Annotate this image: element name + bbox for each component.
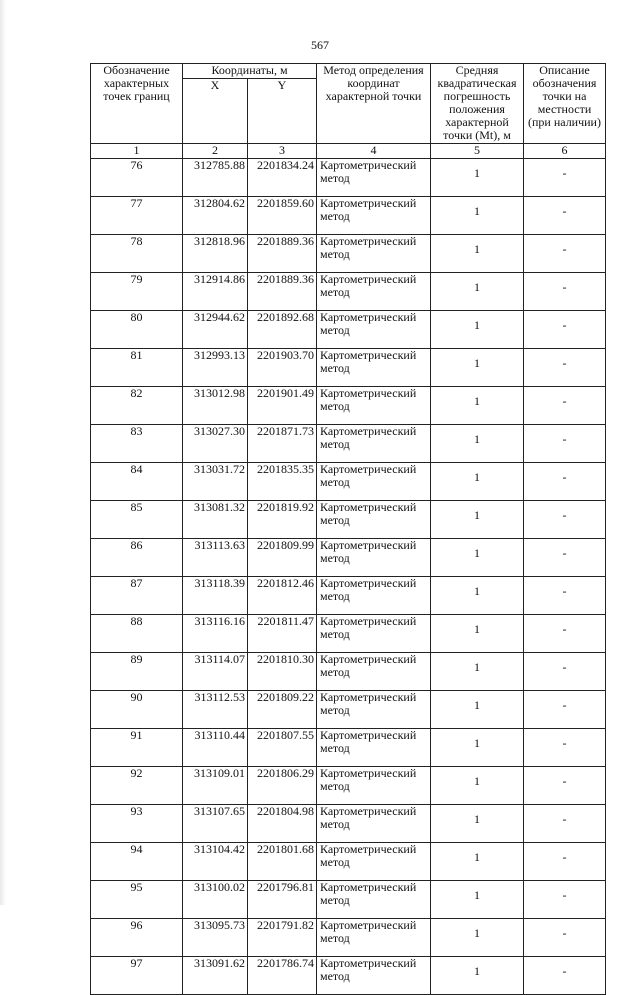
y-coordinate-cell: 2201903.70 bbox=[248, 349, 317, 387]
method-cell: Картометрический метод bbox=[317, 729, 431, 767]
point-number-cell: 80 bbox=[91, 311, 183, 349]
method-cell: Картометрический метод bbox=[317, 311, 431, 349]
header-x: X bbox=[183, 79, 248, 144]
y-coordinate-cell: 2201892.68 bbox=[248, 311, 317, 349]
point-number-cell: 89 bbox=[91, 653, 183, 691]
x-coordinate-cell: 312818.96 bbox=[183, 235, 248, 273]
scan-edge bbox=[0, 0, 6, 905]
y-coordinate-cell: 2201807.55 bbox=[248, 729, 317, 767]
table-row bbox=[91, 881, 606, 919]
point-number-cell: 79 bbox=[91, 273, 183, 311]
y-coordinate-cell: 2201809.22 bbox=[248, 691, 317, 729]
mean-square-error-cell: 1 bbox=[431, 881, 524, 919]
method-cell: Картометрический метод bbox=[317, 501, 431, 539]
description-cell: - bbox=[524, 463, 606, 501]
mean-square-error-cell: 1 bbox=[431, 691, 524, 729]
mean-square-error-cell: 1 bbox=[431, 767, 524, 805]
mean-square-error-cell: 1 bbox=[431, 653, 524, 691]
x-coordinate-cell: 313114.07 bbox=[183, 653, 248, 691]
method-cell: Картометрический метод bbox=[317, 653, 431, 691]
x-coordinate-cell: 313112.53 bbox=[183, 691, 248, 729]
mean-square-error-cell: 1 bbox=[431, 843, 524, 881]
description-cell: - bbox=[524, 349, 606, 387]
description-cell: - bbox=[524, 425, 606, 463]
description-cell: - bbox=[524, 957, 606, 995]
y-coordinate-cell: 2201835.35 bbox=[248, 463, 317, 501]
table-row bbox=[91, 615, 606, 653]
table-row bbox=[91, 539, 606, 577]
description-cell: - bbox=[524, 197, 606, 235]
mean-square-error-cell: 1 bbox=[431, 615, 524, 653]
description-cell: - bbox=[524, 691, 606, 729]
method-cell: Картометрический метод bbox=[317, 539, 431, 577]
mean-square-error-cell: 1 bbox=[431, 805, 524, 843]
header-y: Y bbox=[248, 79, 317, 144]
description-cell: - bbox=[524, 767, 606, 805]
y-coordinate-cell: 2201834.24 bbox=[248, 159, 317, 197]
x-coordinate-cell: 313118.39 bbox=[183, 577, 248, 615]
point-number-cell: 85 bbox=[91, 501, 183, 539]
point-number-cell: 87 bbox=[91, 577, 183, 615]
column-number: 2 bbox=[183, 144, 248, 159]
y-coordinate-cell: 2201801.68 bbox=[248, 843, 317, 881]
table-row bbox=[91, 197, 606, 235]
table-row bbox=[91, 501, 606, 539]
method-cell: Картометрический метод bbox=[317, 805, 431, 843]
column-number: 1 bbox=[91, 144, 183, 159]
x-coordinate-cell: 313081.32 bbox=[183, 501, 248, 539]
x-coordinate-cell: 313113.63 bbox=[183, 539, 248, 577]
x-coordinate-cell: 313027.30 bbox=[183, 425, 248, 463]
x-coordinate-cell: 313104.42 bbox=[183, 843, 248, 881]
method-cell: Картометрический метод bbox=[317, 881, 431, 919]
point-number-cell: 82 bbox=[91, 387, 183, 425]
x-coordinate-cell: 312944.62 bbox=[183, 311, 248, 349]
point-number-cell: 86 bbox=[91, 539, 183, 577]
x-coordinate-cell: 313116.16 bbox=[183, 615, 248, 653]
description-cell: - bbox=[524, 311, 606, 349]
description-cell: - bbox=[524, 805, 606, 843]
description-cell: - bbox=[524, 273, 606, 311]
column-number-row bbox=[91, 144, 606, 159]
y-coordinate-cell: 2201810.30 bbox=[248, 653, 317, 691]
point-number-cell: 92 bbox=[91, 767, 183, 805]
method-cell: Картометрический метод bbox=[317, 159, 431, 197]
method-cell: Картометрический метод bbox=[317, 615, 431, 653]
mean-square-error-cell: 1 bbox=[431, 273, 524, 311]
x-coordinate-cell: 313095.73 bbox=[183, 919, 248, 957]
mean-square-error-cell: 1 bbox=[431, 919, 524, 957]
table-row bbox=[91, 311, 606, 349]
table-row bbox=[91, 273, 606, 311]
table-row bbox=[91, 577, 606, 615]
method-cell: Картометрический метод bbox=[317, 197, 431, 235]
point-number-cell: 97 bbox=[91, 957, 183, 995]
y-coordinate-cell: 2201806.29 bbox=[248, 767, 317, 805]
x-coordinate-cell: 313100.02 bbox=[183, 881, 248, 919]
table-row bbox=[91, 653, 606, 691]
method-cell: Картометрический метод bbox=[317, 957, 431, 995]
mean-square-error-cell: 1 bbox=[431, 197, 524, 235]
table-row bbox=[91, 729, 606, 767]
mean-square-error-cell: 1 bbox=[431, 501, 524, 539]
point-number-cell: 90 bbox=[91, 691, 183, 729]
y-coordinate-cell: 2201859.60 bbox=[248, 197, 317, 235]
x-coordinate-cell: 312993.13 bbox=[183, 349, 248, 387]
point-number-cell: 76 bbox=[91, 159, 183, 197]
y-coordinate-cell: 2201889.36 bbox=[248, 273, 317, 311]
description-cell: - bbox=[524, 501, 606, 539]
table-row bbox=[91, 387, 606, 425]
method-cell: Картометрический метод bbox=[317, 919, 431, 957]
description-cell: - bbox=[524, 539, 606, 577]
column-number: 4 bbox=[317, 144, 431, 159]
method-cell: Картометрический метод bbox=[317, 349, 431, 387]
x-coordinate-cell: 313110.44 bbox=[183, 729, 248, 767]
method-cell: Картометрический метод bbox=[317, 273, 431, 311]
point-number-cell: 77 bbox=[91, 197, 183, 235]
method-cell: Картометрический метод bbox=[317, 235, 431, 273]
description-cell: - bbox=[524, 919, 606, 957]
mean-square-error-cell: 1 bbox=[431, 159, 524, 197]
header-method: Метод определения координат характерной точки bbox=[317, 64, 431, 144]
mean-square-error-cell: 1 bbox=[431, 539, 524, 577]
point-number-cell: 91 bbox=[91, 729, 183, 767]
point-number-cell: 84 bbox=[91, 463, 183, 501]
x-coordinate-cell: 313109.01 bbox=[183, 767, 248, 805]
table-body bbox=[91, 159, 606, 995]
method-cell: Картометрический метод bbox=[317, 463, 431, 501]
mean-square-error-cell: 1 bbox=[431, 729, 524, 767]
y-coordinate-cell: 2201901.49 bbox=[248, 387, 317, 425]
boundary-points-table bbox=[90, 63, 606, 995]
y-coordinate-cell: 2201804.98 bbox=[248, 805, 317, 843]
description-cell: - bbox=[524, 159, 606, 197]
description-cell: - bbox=[524, 615, 606, 653]
method-cell: Картометрический метод bbox=[317, 691, 431, 729]
y-coordinate-cell: 2201819.92 bbox=[248, 501, 317, 539]
method-cell: Картометрический метод bbox=[317, 577, 431, 615]
point-number-cell: 78 bbox=[91, 235, 183, 273]
y-coordinate-cell: 2201809.99 bbox=[248, 539, 317, 577]
table-row bbox=[91, 805, 606, 843]
point-number-cell: 88 bbox=[91, 615, 183, 653]
y-coordinate-cell: 2201811.47 bbox=[248, 615, 317, 653]
page-number: 567 bbox=[311, 38, 329, 52]
point-number-cell: 95 bbox=[91, 881, 183, 919]
method-cell: Картометрический метод bbox=[317, 387, 431, 425]
method-cell: Картометрический метод bbox=[317, 425, 431, 463]
table-row bbox=[91, 767, 606, 805]
x-coordinate-cell: 313031.72 bbox=[183, 463, 248, 501]
description-cell: - bbox=[524, 843, 606, 881]
description-cell: - bbox=[524, 235, 606, 273]
table-row bbox=[91, 235, 606, 273]
mean-square-error-cell: 1 bbox=[431, 463, 524, 501]
description-cell: - bbox=[524, 387, 606, 425]
mean-square-error-cell: 1 bbox=[431, 235, 524, 273]
table-row bbox=[91, 463, 606, 501]
method-cell: Картометрический метод bbox=[317, 767, 431, 805]
point-number-cell: 96 bbox=[91, 919, 183, 957]
table-row bbox=[91, 691, 606, 729]
column-number: 3 bbox=[248, 144, 317, 159]
point-number-cell: 93 bbox=[91, 805, 183, 843]
description-cell: - bbox=[524, 881, 606, 919]
x-coordinate-cell: 313091.62 bbox=[183, 957, 248, 995]
column-number: 5 bbox=[431, 144, 524, 159]
description-cell: - bbox=[524, 577, 606, 615]
mean-square-error-cell: 1 bbox=[431, 387, 524, 425]
table-row bbox=[91, 159, 606, 197]
column-number: 6 bbox=[524, 144, 606, 159]
method-cell: Картометрический метод bbox=[317, 843, 431, 881]
x-coordinate-cell: 313012.98 bbox=[183, 387, 248, 425]
table-row bbox=[91, 349, 606, 387]
table-row bbox=[91, 957, 606, 995]
mean-square-error-cell: 1 bbox=[431, 349, 524, 387]
header-point-designation: Обозначение характерных точек границ bbox=[91, 64, 183, 144]
x-coordinate-cell: 313107.65 bbox=[183, 805, 248, 843]
x-coordinate-cell: 312804.62 bbox=[183, 197, 248, 235]
point-number-cell: 81 bbox=[91, 349, 183, 387]
point-number-cell: 94 bbox=[91, 843, 183, 881]
x-coordinate-cell: 312785.88 bbox=[183, 159, 248, 197]
table-row bbox=[91, 919, 606, 957]
mean-square-error-cell: 1 bbox=[431, 957, 524, 995]
x-coordinate-cell: 312914.86 bbox=[183, 273, 248, 311]
description-cell: - bbox=[524, 729, 606, 767]
y-coordinate-cell: 2201791.82 bbox=[248, 919, 317, 957]
table-row bbox=[91, 843, 606, 881]
table-row bbox=[91, 425, 606, 463]
header-description: Описание обозначения точки на местности (при наличии) bbox=[524, 64, 606, 144]
description-cell: - bbox=[524, 653, 606, 691]
y-coordinate-cell: 2201796.81 bbox=[248, 881, 317, 919]
mean-square-error-cell: 1 bbox=[431, 311, 524, 349]
mean-square-error-cell: 1 bbox=[431, 577, 524, 615]
y-coordinate-cell: 2201812.46 bbox=[248, 577, 317, 615]
mean-square-error-cell: 1 bbox=[431, 425, 524, 463]
y-coordinate-cell: 2201786.74 bbox=[248, 957, 317, 995]
y-coordinate-cell: 2201871.73 bbox=[248, 425, 317, 463]
point-number-cell: 83 bbox=[91, 425, 183, 463]
header-coordinates: Координаты, м bbox=[183, 64, 317, 79]
y-coordinate-cell: 2201889.36 bbox=[248, 235, 317, 273]
header-mean-square-error: Средняя квадратическая погрешность положения характерной точки (Mt), м bbox=[431, 64, 524, 144]
